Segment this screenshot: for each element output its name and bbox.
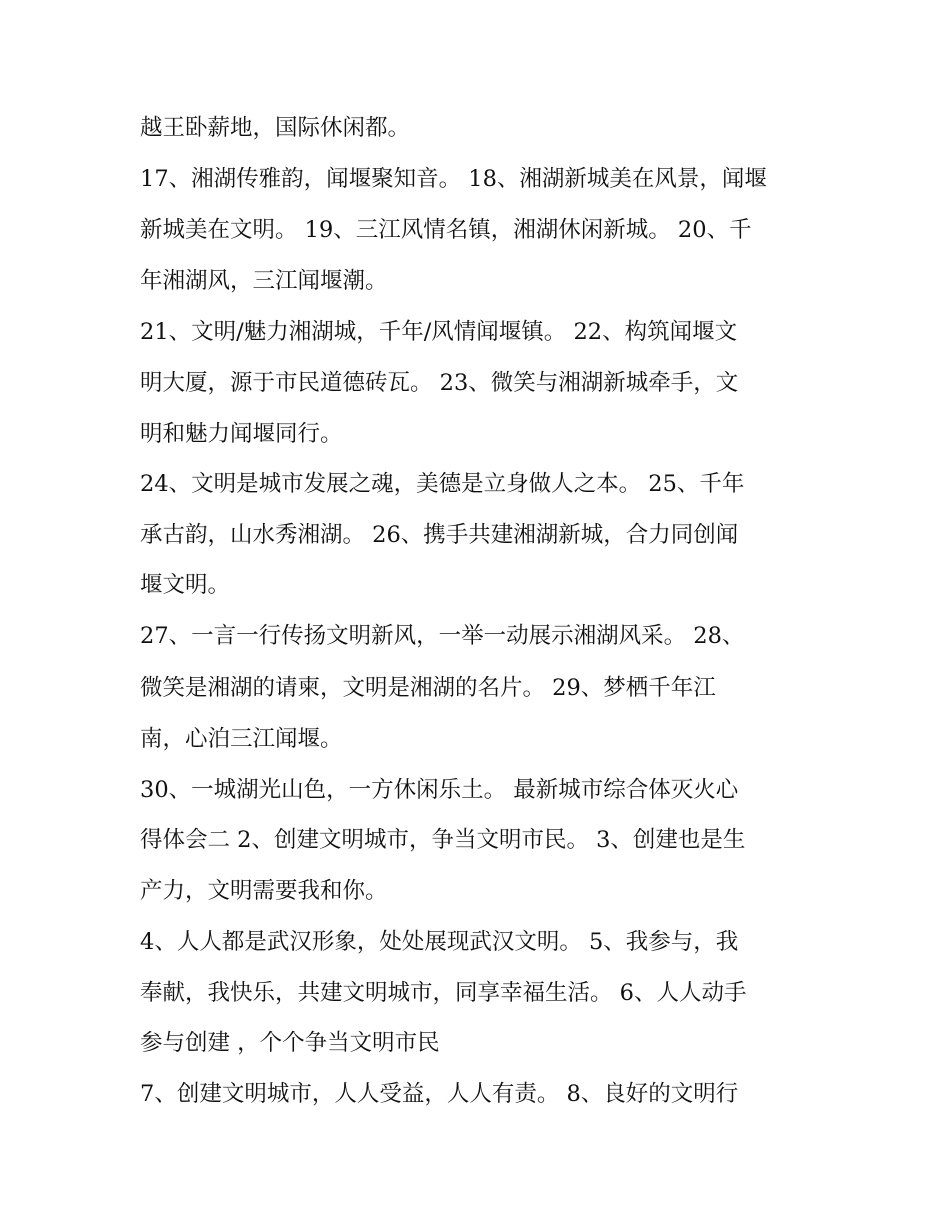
text-line: 24、文明是城市发展之魂，美德是立身做人之本。 25、千年 (140, 471, 745, 497)
text-line: 27、一言一行传扬文明新风，一举一动展示湘湖风采。 28、 (140, 623, 745, 649)
text-line: 参与创建 ，个个争当文明市民 (140, 1030, 440, 1056)
text-line: 堰文明。 (140, 572, 231, 598)
text-line: 7、创建文明城市，人人受益，人人有责。 8、良好的文明行 (140, 1081, 739, 1107)
text-line: 17、湘湖传雅韵，闻堰聚知音。 18、湘湖新城美在风景，闻堰 (140, 166, 767, 192)
text-line: 南，心泊三江闻堰。 (140, 726, 343, 752)
text-line: 明和魅力闻堰同行。 (140, 421, 343, 447)
text-line: 明大厦，源于市民道德砖瓦。 23、微笑与湘湖新城牵手，文 (140, 370, 739, 396)
text-line: 30、一城湖光山色，一方休闲乐土。 最新城市综合体灭火心 (140, 777, 739, 803)
text-line: 承古韵，山水秀湘湖。 26、携手共建湘湖新城，合力同创闻 (140, 522, 739, 548)
text-line: 越王卧薪地，国际休闲都。 (140, 115, 411, 141)
text-line: 产力，文明需要我和你。 (140, 878, 388, 904)
text-line: 奉献，我快乐，共建文明城市，同享幸福生活。 6、人人动手 (140, 980, 747, 1006)
text-line: 年湘湖风，三江闻堰潮。 (140, 268, 388, 294)
text-line: 新城美在文明。 19、三江风情名镇，湘湖休闲新城。 20、千 (140, 217, 752, 243)
text-line: 得体会二 2、创建文明城市，争当文明市民。 3、创建也是生 (140, 827, 746, 853)
text-line: 4、人人都是武汉形象，处处展现武汉文明。 5、我参与，我 (140, 929, 739, 955)
text-line: 微笑是湘湖的请柬，文明是湘湖的名片。 29、梦栖千年江 (140, 675, 716, 701)
text-line: 21、文明/魅力湘湖城，千年/风情闻堰镇。 22、构筑闻堰文 (140, 319, 738, 345)
